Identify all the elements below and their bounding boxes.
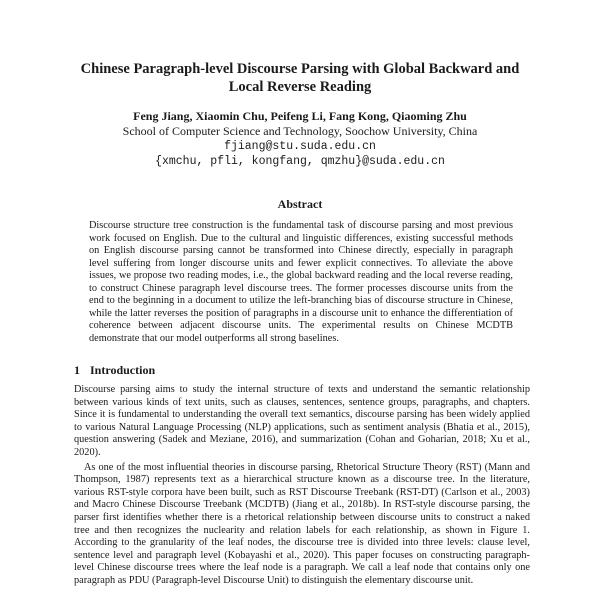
section-heading bbox=[74, 363, 534, 378]
introduction-body bbox=[74, 384, 530, 588]
author-email: {xmchu, pfli, kongfang, qmzhu}@suda.edu.cn bbox=[155, 155, 445, 168]
paragraph: As one of the most influential theories in discourse parsing, Rhetorical Structure Theory (RST) (Mann and Thompson, 1987) represents text as a hierarchical structure known as a discourse tree. In the literature, various RST-style corpora have been built, such as RST Discourse Treebank (RST-DT) (Carlson et al., 2003) and Macro Chinese Discourse Treebank (MCDTB) (Jiang et al., 2018b). In RST-style discourse parsing, the parser first identifies whether there is a rhetorical relationship between discourse units to construct a naked tree and then recognizes the nuclearity and relation labels for each relationship, as shown in Figure 1. According to the granularity of the leaf nodes, the discourse tree is divided into three levels: clause level, sentence level and paragraph level (Kobayashi et al., 2020). This paper focuses on constructing paragraph-level Chinese discourse trees where the leaf node is a paragraph. We call a leaf node that contains only one paragraph as PDU (Paragraph-level Discourse Unit) to distinguish the elementary discourse unit. bbox=[74, 461, 530, 586]
paragraph: Discourse parsing aims to study the internal structure of texts and understand the semantic relationship between various kinds of text units, such as clauses, sentences, sentence groups, paragraphs, and chapters. Since it is fundamental to understanding the overall text semantics, discourse parsing has been widely applied to various Natural Language Processing (NLP) applications, such as sentiment analysis (Bhatia et al., 2015), question answering (Sadek and Meziane, 2016), and summarization (Cohan and Goharian, 2018; Xu et al., 2020). bbox=[74, 384, 530, 458]
author-email: fjiang@stu.suda.edu.cn bbox=[224, 140, 376, 153]
affiliation: School of Computer Science and Technology, Soochow University, China bbox=[122, 124, 478, 138]
title-line: Chinese Paragraph-level Discourse Parsing with Global Backward and bbox=[80, 61, 520, 77]
section-number: 1 bbox=[74, 363, 80, 377]
abstract-text: Discourse structure tree construction is the fundamental task of discourse parsing and most previous work focused on English. Due to the cultural and linguistic differences, existing successful methods on English discourse parsing cannot be transformed into Chinese directly, especially in paragraph level suffering from longer discourse units and fewer explicit connectives. To alleviate the above issues, we propose two reading modes, i.e., the global backward reading and the local reverse reading, to construct Chinese paragraph level discourse trees. The former processes discourse units from the end to the beginning in a document to utilize the left-branching bias of discourse structure in Chinese, while the latter reverses the position of paragraphs in a discourse unit to enhance the differentiation of coherence between adjacent discourse units. The experimental results on Chinese MCDTB demonstrate that our model outperforms all strong baselines. bbox=[89, 220, 513, 344]
abstract-heading: Abstract bbox=[277, 197, 323, 211]
paper-title bbox=[60, 60, 540, 96]
title-line: Local Reverse Reading bbox=[228, 79, 372, 95]
section-title: Introduction bbox=[90, 363, 156, 377]
author-list: Feng Jiang, Xiaomin Chu, Peifeng Li, Fang Kong, Qiaoming Zhu bbox=[133, 109, 467, 123]
